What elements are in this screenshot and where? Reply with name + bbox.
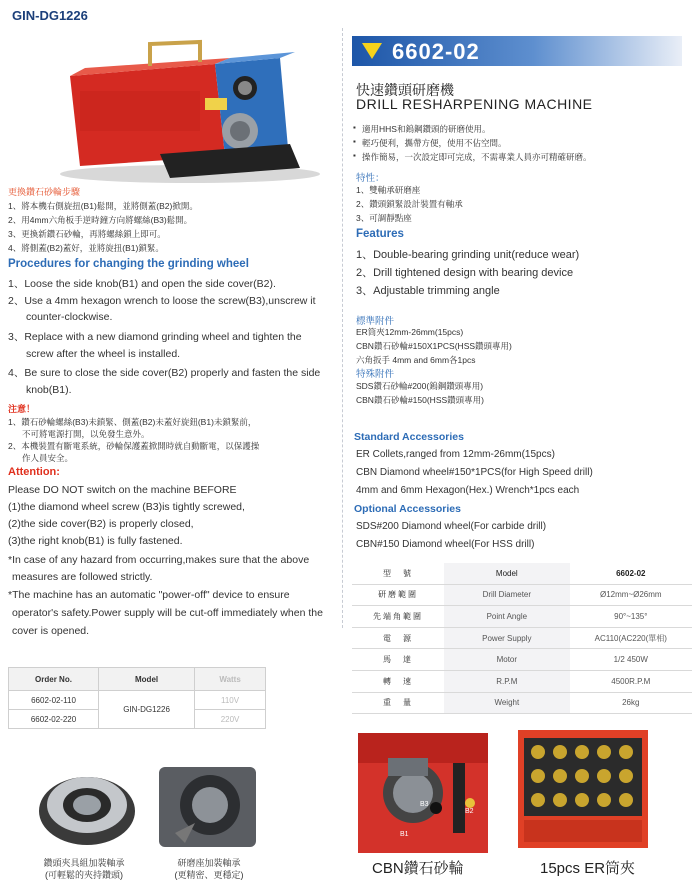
attention-line: (3)the right knob(B1) is fully fastened. (8, 535, 183, 547)
warning-zh-line: 不可將電源打開，以免發生意外。 (22, 429, 150, 439)
procedure-zh-heading: 更換鑽石砂輪步驟 (8, 187, 81, 197)
spec-label-en: Drill Diameter (444, 584, 570, 606)
column-divider (342, 28, 343, 628)
procedure-zh-step: 2、用4mm六角板手逆時鐘方向將螺絲(B3)鬆開。 (8, 215, 193, 225)
feature-zh-item: 2、鑽頭鎖緊設計裝置有軸承 (356, 199, 463, 209)
spec-label-zh: 馬 達 (352, 649, 444, 671)
spec-row (352, 649, 692, 671)
attention-line: (2)the side cover(B2) is properly closed, (8, 518, 194, 530)
opt-acc-zh-item: SDS鑽石砂輪#200(鎢鋼鑽頭專用) (356, 381, 484, 391)
procedure-en-line: counter-clockwise. (26, 311, 113, 323)
order-header-row (9, 668, 266, 691)
caption: 研磨座加裝軸承 (177, 858, 241, 868)
spec-label-en: Weight (444, 692, 570, 714)
spec-value: 1/2 450W (570, 649, 692, 671)
procedure-en-line: knob(B1). (26, 384, 72, 396)
note-line: *In case of any hazard from occurring,makes sure that the above (8, 554, 310, 566)
spec-table (352, 563, 692, 714)
opt-acc-zh-heading: 特殊附件 (356, 369, 395, 380)
spec-label-zh: 型 號 (352, 563, 444, 584)
features-en-heading: Features (356, 228, 404, 240)
spec-label-zh: 先端角範圍 (352, 606, 444, 628)
procedure-en-line: 2、Use a 4mm hexagon wrench to loose the screw(B3),unscrew it (8, 295, 316, 307)
procedure-zh-step: 4、將側蓋(B2)蓋好，並將旋扭(B1)鎖緊。 (8, 243, 164, 253)
spec-label-zh: 重 量 (352, 692, 444, 714)
features-zh-heading: 特性： (356, 173, 385, 184)
triangle-marker-icon (362, 43, 382, 59)
spec-label-zh: 研磨範圍 (352, 584, 444, 606)
attention-line: Please DO NOT switch on the machine BEFORE (8, 484, 237, 496)
procedure-en-line: 4、Be sure to close the side cover(B2) properly and fasten the side (8, 367, 321, 379)
opt-acc-en-heading: Optional Accessories (354, 503, 461, 515)
warning-zh-heading: 注意！ (8, 404, 36, 414)
std-acc-zh-item: 六角扳手 4mm and 6mm各1pcs (356, 355, 476, 365)
order-header: Watts (195, 668, 266, 691)
order-watts: 220V (195, 710, 266, 729)
bullet-zh: ▪ 適用HHS和鎢鋼鑽頭的研磨使用。 (362, 123, 490, 135)
caption: (可輕鬆的夾持鑽頭) (45, 870, 123, 880)
spec-row (352, 584, 692, 606)
feature-zh-item: 1、雙軸承研磨座 (356, 185, 421, 195)
caption: (更精密、更穩定) (174, 870, 244, 880)
er-collets-photo (518, 730, 648, 848)
spec-label-zh: 電 源 (352, 627, 444, 649)
opt-acc-en-item: CBN#150 Diamond wheel(For HSS drill) (356, 539, 535, 550)
opt-acc-zh-item: CBN鑽石砂輪#150(HSS鑽頭專用) (356, 395, 484, 405)
title-zh: 快速鑽頭研磨機 (356, 82, 454, 98)
procedure-en-line: 3、Replace with a new diamond grinding wheel and tighten the (8, 331, 302, 343)
label-b1: B1 (400, 831, 409, 838)
order-number: 6602-02-220 (9, 710, 99, 729)
procedure-zh-step: 3、更換新鑽石砂輪，再將螺絲鎖上即可。 (8, 229, 166, 239)
grinding-seat-photo (155, 763, 260, 851)
spec-value: 26kg (570, 692, 692, 714)
warning-zh-line: 1、鑽石砂輪螺絲(B3)未鎖緊、側蓋(B2)未蓋好旋鈕(B1)未鎖緊前， (8, 417, 257, 427)
cbn-wheel-photo (358, 733, 488, 853)
spec-value: 90°~135° (570, 606, 692, 628)
machine-photo (40, 36, 330, 186)
order-number: 6602-02-110 (9, 691, 99, 710)
note-line: cover is opened. (12, 625, 90, 637)
spec-label-en: Power Supply (444, 627, 570, 649)
bearing-chuck-photo (32, 763, 142, 848)
procedure-en-heading: Procedures for changing the grinding wheel (8, 258, 249, 270)
caption: 鑽頭夾具組加裝軸承 (43, 858, 125, 868)
spec-value: AC110(AC220(單相) (570, 627, 692, 649)
model-banner (352, 36, 682, 66)
warning-zh-line: 作人員安全。 (22, 453, 74, 463)
note-line: operator's safety.Power supply will be cut-off immediately when the (12, 607, 323, 619)
order-table (8, 667, 266, 729)
spec-label-en: R.P.M (444, 670, 570, 692)
bullet-zh: ▪ 操作簡易，一次設定即可完成，不需專業人員亦可精確研磨。 (362, 151, 592, 163)
spec-label-en: Model (444, 563, 570, 584)
std-acc-en-item: ER Collets,ranged from 12mm-26mm(15pcs) (356, 449, 555, 460)
order-header: Order No. (9, 668, 99, 691)
opt-acc-en-item: SDS#200 Diamond wheel(For carbide drill) (356, 521, 547, 532)
brand-model: GIN-DG1226 (12, 8, 88, 23)
procedure-zh-step: 1、將本機右側旋扭(B1)鬆開，並將側蓋(B2)掀開。 (8, 201, 198, 211)
spec-row (352, 627, 692, 649)
order-watts: 110V (195, 691, 266, 710)
std-acc-en-item: 4mm and 6mm Hexagon(Hex.) Wrench*1pcs each (356, 485, 580, 496)
note-line: measures are followed strictly. (12, 571, 153, 583)
std-acc-en-item: CBN Diamond wheel#150*1PCS(for High Speed drill) (356, 467, 593, 478)
feature-en-item: 1、Double-bearing grinding unit(reduce wear) (356, 249, 580, 261)
order-header: Model (99, 668, 195, 691)
spec-row (352, 692, 692, 714)
spec-value: 6602-02 (570, 563, 692, 584)
spec-label-en: Motor (444, 649, 570, 671)
procedure-en-line: screw after the wheel is installed. (26, 348, 181, 360)
std-acc-zh-heading: 標準附件 (356, 316, 395, 327)
caption: CBN鑽石砂輪 (372, 860, 464, 877)
attention-heading: Attention: (8, 466, 60, 478)
spec-label-zh: 轉 速 (352, 670, 444, 692)
std-acc-zh-item: CBN鑽石砂輪#150X1PCS(HSS鑽頭專用) (356, 341, 512, 351)
std-acc-en-heading: Standard Accessories (354, 431, 464, 443)
spec-row (352, 606, 692, 628)
caption: 15pcs ER筒夾 (540, 860, 636, 877)
attention-line: (1)the diamond wheel screw (B3)is tightly screwed, (8, 501, 245, 513)
spec-value: Ø12mm~Ø26mm (570, 584, 692, 606)
spec-row (352, 670, 692, 692)
feature-en-item: 2、Drill tightened design with bearing device (356, 267, 574, 279)
label-b3: B3 (420, 801, 429, 808)
title-en: DRILL RESHARPENING MACHINE (356, 96, 593, 112)
label-b2: B2 (465, 808, 474, 815)
model-number: 6602-02 (392, 39, 480, 64)
order-row (9, 691, 266, 710)
warning-zh-line: 2、本機裝置有斷電系統，砂輪保護蓋掀開時就自動斷電，以保護操 (8, 441, 260, 451)
feature-en-item: 3、Adjustable trimming angle (356, 285, 500, 297)
bullet-zh: ▪ 輕巧便利，攜帶方便，使用不佔空間。 (362, 137, 507, 149)
spec-value: 4500R.P.M (570, 670, 692, 692)
feature-zh-item: 3、可調靜點座 (356, 213, 412, 223)
spec-row (352, 563, 692, 584)
note-line: *The machine has an automatic "power-off" device to ensure (8, 589, 290, 601)
order-model: GIN-DG1226 (99, 691, 195, 729)
spec-label-en: Point Angle (444, 606, 570, 628)
procedure-en-line: 1、Loose the side knob(B1) and open the side cover(B2). (8, 278, 276, 290)
std-acc-zh-item: ER筒夾12mm-26mm(15pcs) (356, 327, 464, 337)
